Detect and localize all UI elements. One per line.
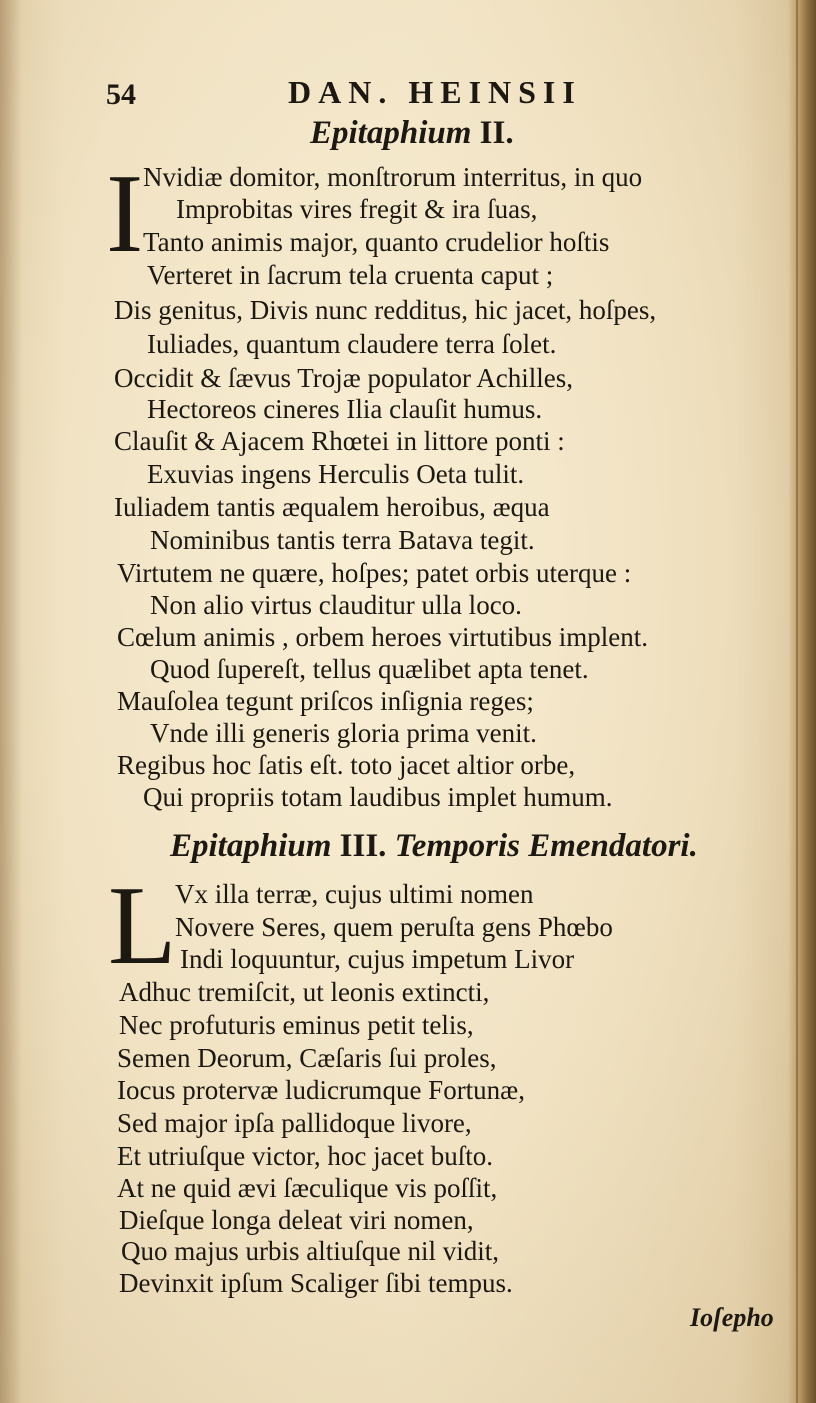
poem-line: Adhuc tremiſcit, ut leonis extincti, [119, 977, 490, 1007]
poem-line: Virtutem ne quære, hoſpes; patet orbis uterque : [117, 558, 632, 588]
epitaph-3-dropcap: L [108, 864, 177, 988]
poem-line: Vnde illi generis gloria prima venit. [150, 718, 537, 748]
poem-line: Nec profuturis eminus petit telis, [119, 1010, 474, 1040]
poem-line: Nvidiæ domitor, monſtrorum interritus, in quo [143, 162, 643, 192]
running-head: DAN. HEINSII [288, 74, 582, 110]
poem-line: Regibus hoc ſatis eſt. toto jacet altior orbe, [117, 750, 576, 780]
poem-line: Hectoreos cineres Ilia clauſit humus. [147, 394, 543, 424]
poem-line: Occidit & ſævus Trojæ populator Achilles, [114, 363, 574, 393]
poem-line: Dis genitus, Divis nunc redditus, hic jacet, hoſpes, [114, 295, 657, 325]
poem-line: At ne quid ævi ſæculique vis poſſit, [117, 1173, 498, 1203]
epitaph-3-title-italic: Epitaphium [170, 828, 332, 864]
poem-line: Indi loquuntur, cujus impetum Livor [180, 944, 575, 974]
poem-line: Semen Deorum, Cæſaris ſui proles, [117, 1043, 497, 1073]
poem-line: Quod ſupereſt, tellus quælibet apta tenet. [150, 654, 589, 684]
poem-line: Improbitas vires fregit & ira ſuas, [176, 194, 538, 224]
poem-line: Et utriuſque victor, hoc jacet buſto. [117, 1141, 494, 1171]
poem-line: Iuliadem tantis æqualem heroibus, æqua [114, 492, 550, 522]
poem-line: Clauſit & Ajacem Rhœtei in littore ponti : [114, 426, 565, 456]
epitaph-3-subtitle: Temporis Emendatori. [394, 828, 698, 864]
epitaph-3-title [170, 828, 698, 865]
poem-line: Iocus protervæ ludicrumque Fortunæ, [117, 1075, 525, 1105]
catchword: Ioſepho [690, 1303, 774, 1332]
poem-line: Sed major ipſa pallidoque livore, [117, 1108, 472, 1138]
poem-line: Non alio virtus clauditur ulla loco. [150, 590, 522, 620]
poem-line: Nominibus tantis terra Batava tegit. [150, 525, 535, 555]
poem-line: Qui propriis totam laudibus implet humum. [143, 782, 613, 812]
poem-line: Exuvias ingens Herculis Oeta tulit. [147, 459, 525, 489]
poem-line: Devinxit ipſum Scaliger ſibi tempus. [119, 1268, 513, 1298]
gutter-shadow [0, 0, 22, 1403]
poem-line: Vx illa terræ, cujus ultimi nomen [175, 879, 534, 909]
page-edge-line [796, 0, 798, 1403]
poem-line: Verteret in ſacrum tela cruenta caput ; [147, 260, 554, 290]
epitaph-3-title-number: III. [339, 828, 387, 864]
page-edge [788, 0, 816, 1403]
poem-line: Dieſque longa deleat viri nomen, [119, 1205, 474, 1235]
page-number: 54 [106, 78, 136, 111]
poem-line: Iuliades, quantum claudere terra ſolet. [147, 329, 557, 359]
poem-line: Tanto animis major, quanto crudelior hoſtis [143, 227, 610, 257]
poem-line: Cœlum animis , orbem heroes virtutibus implent. [117, 622, 648, 652]
epitaph-2-dropcap: I [106, 152, 144, 276]
poem-line: Quo majus urbis altiuſque nil vidit, [121, 1236, 499, 1266]
epitaph-2-title-italic: Epitaphium [310, 115, 472, 151]
epitaph-2-title [310, 115, 514, 152]
epitaph-2-title-number: II. [479, 115, 514, 151]
poem-line: Novere Seres, quem peruſta gens Phœbo [175, 912, 613, 942]
poem-line: Mauſolea tegunt priſcos inſignia reges; [117, 686, 534, 716]
